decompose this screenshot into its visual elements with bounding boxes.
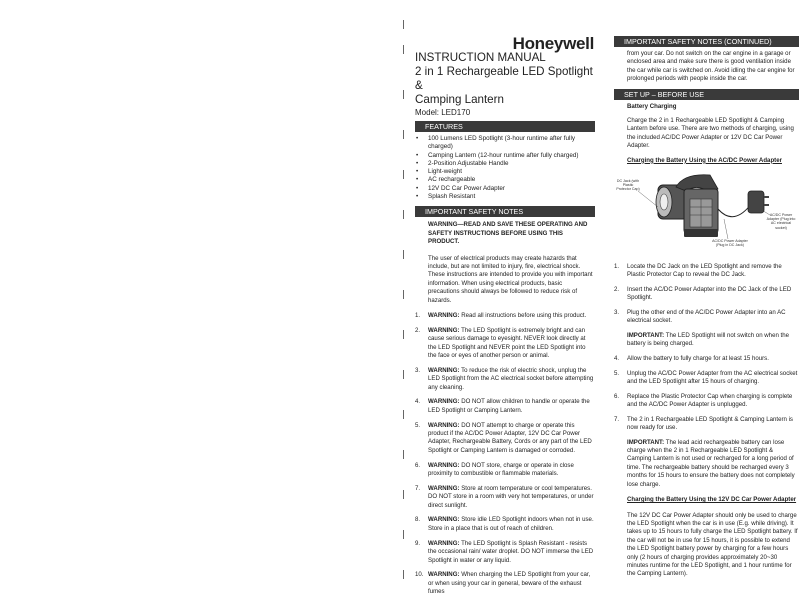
safety-item xyxy=(415,422,595,456)
important-text: The LED Spotlight will not switch on when the battery is being charged. xyxy=(627,332,790,348)
charging-step xyxy=(614,263,799,280)
safety-item xyxy=(415,485,595,510)
warning-text: DO NOT attempt to charge or operate this product if the AC/DC Power Adapter, 12V DC Car Power Adapter, Rechargeable Battery, Cords or any part of the LED Spotlight or Camping Lantern is damaged or corroded. xyxy=(428,421,592,454)
step-text: The 2 in 1 Rechargeable LED Spotlight & Camping Lantern is now ready for use. xyxy=(627,415,793,432)
feature-item: • AC rechargeable xyxy=(415,176,595,184)
feature-item: • Splash Resistant xyxy=(415,193,595,201)
warning-label: WARNING: xyxy=(428,366,460,374)
warning-label: WARNING: xyxy=(428,398,460,406)
safety-warning-intro: WARNING—READ AND SAVE THESE OPERATING AND SAFETY INSTRUCTIONS BEFORE USING THIS PRODUCT. xyxy=(428,221,588,246)
car-charging-text: The 12V DC Car Power Adapter should only be used to charge the LED Spotlight when the car is in use (E.g. while driving). It takes up to 15 hours to fully charge the LED Spotlight battery. If the car will not be in use for 15 hours, it is possible to extend the LED Spotlight battery power by charging for a few hours only (2 hours of charging provides approximately 20~30 minutes runtime for the LED Spotlight, and 1 hour runtime for the Camping Lantern). xyxy=(627,511,798,578)
warning-text: To reduce the risk of electric shock, unplug the LED Spotlight from the AC electrical socket before attempting any cleaning. xyxy=(428,366,594,391)
step-number: 3. xyxy=(614,309,620,317)
manual-title xyxy=(415,51,595,107)
charging-step xyxy=(614,370,799,387)
setup-heading: SET UP – BEFORE USE xyxy=(614,89,799,100)
safety-item xyxy=(415,462,595,479)
feature-item: • Light-weight xyxy=(415,168,595,176)
adapter-plug-label: AC/DC Power Adapter (Plug in DC Jack) xyxy=(712,239,748,248)
charging-steps-list xyxy=(614,263,799,432)
step-text: Locate the DC Jack on the LED Spotlight and remove the Plastic Protector Cap to reveal the DC Jack. xyxy=(627,263,782,279)
safety-item xyxy=(415,398,595,415)
margin-tick xyxy=(403,370,404,379)
charging-step xyxy=(614,309,799,326)
safety-item xyxy=(415,571,595,596)
margin-tick xyxy=(403,130,404,139)
charging-step xyxy=(614,286,799,303)
dc-jack-label: DC Jack (with Plastic Protector Cap) xyxy=(616,179,640,192)
item-number: 5. xyxy=(415,421,421,429)
step-text: Insert the AC/DC Power Adapter into the DC Jack of the LED Spotlight. xyxy=(627,286,792,302)
charging-step xyxy=(614,355,799,363)
warning-label: WARNING: xyxy=(428,312,460,320)
item-number: 1. xyxy=(415,312,421,320)
item-number: 4. xyxy=(415,398,421,406)
warning-label: WARNING: xyxy=(428,484,460,492)
ac-charging-heading: Charging the Battery Using the AC/DC Power Adapter xyxy=(627,156,782,164)
safety-list xyxy=(415,312,595,596)
car-charging-heading: Charging the Battery Using the 12V DC Car Power Adapter xyxy=(627,496,797,504)
features-heading: FEATURES xyxy=(415,121,595,132)
warning-label: WARNING: xyxy=(428,571,460,579)
item-number: 2. xyxy=(415,326,421,334)
item-number: 3. xyxy=(415,366,421,374)
margin-tick xyxy=(403,170,404,179)
margin-tick xyxy=(403,410,404,419)
charging-step xyxy=(614,416,799,433)
warning-text: The LED Spotlight is extremely bright and can cause serious damage to eyesight. NEVER look directly at the LED Spotlight and NEVER point the LED Spotlight into the face or eyes of another person or animal. xyxy=(428,326,586,360)
left-column xyxy=(415,36,595,603)
warning-label: WARNING: xyxy=(428,516,460,524)
margin-tick xyxy=(403,210,404,219)
charging-diagram xyxy=(614,169,799,257)
safety-item xyxy=(415,516,595,533)
margin-tick xyxy=(403,290,404,299)
title-line-2: 2 in 1 Rechargeable LED Spotlight & xyxy=(415,65,593,92)
warning-text: The LED Spotlight is Splash Resistant - resists the occasional rain/ water droplet. DO NOT immerse the LED Spotlight in water or any liquid. xyxy=(428,539,594,564)
item-number: 8. xyxy=(415,516,421,524)
warning-text: Read all instructions before using this product. xyxy=(461,312,587,320)
features-list xyxy=(415,135,595,201)
safety-cont-text: from your car. Do not switch on the car engine in a garage or enclosed area and make sure there is good ventilation inside the car while car is switched on. Avoid idling the car engine for prolonged periods with people inside the car. xyxy=(627,50,795,83)
brand-logo: Honeywell xyxy=(512,34,594,53)
margin-tick xyxy=(403,250,404,259)
safety-intro: The user of electrical products may create hazards that include, but are not limited to injury, fire, electrical shock. These instructions are intended to provide you with important information. When using electrical products, basic precautions should always be followed to reduce risk of hazards. xyxy=(428,254,593,304)
warning-label: WARNING: xyxy=(428,461,460,469)
warning-text: When charging the LED Spotlight from your car, or when using your car in general, beware of the exhaust fumes xyxy=(428,571,591,596)
margin-tick xyxy=(403,45,404,54)
safety-item xyxy=(415,540,595,565)
adapter-socket-label: AC/DC Power Adapter (Plug into AC electrical socket) xyxy=(766,213,796,230)
safety-heading: IMPORTANT SAFETY NOTES xyxy=(415,206,595,217)
feature-item: • Camping Lantern (12-hour runtime after fully charged) xyxy=(415,152,595,160)
safety-cont-heading: IMPORTANT SAFETY NOTES (CONTINUED) xyxy=(614,36,799,47)
item-number: 6. xyxy=(415,461,421,469)
safety-item xyxy=(415,327,595,361)
model-number: Model: LED170 xyxy=(415,108,471,117)
step-number: 5. xyxy=(614,369,620,377)
title-line-1: INSTRUCTION MANUAL xyxy=(415,51,546,64)
feature-item: • 2-Position Adjustable Handle xyxy=(415,160,595,168)
step-text: Allow the battery to fully charge for at least 15 hours. xyxy=(627,355,769,363)
item-number: 10. xyxy=(415,571,424,579)
step-text: Unplug the AC/DC Power Adapter from the AC electrical socket and the LED Spotlight after 15 hours of charging. xyxy=(627,369,798,386)
feature-item: • 12V DC Car Power Adapter xyxy=(415,185,595,193)
battery-charging-subheading: Battery Charging xyxy=(627,102,677,110)
margin-tick xyxy=(403,330,404,339)
important-text: The lead acid rechargeable battery can lose charge when the 2 in 1 Rechargeable LED Spotlight & Camping Lantern is not used or recharged for a long period of time. The rechargeable battery should be recharged every 3 months for 15 hours to ensure the battery does not completely lose charge. xyxy=(627,438,795,488)
safety-item xyxy=(415,367,595,392)
margin-tick xyxy=(403,20,404,29)
margin-tick xyxy=(403,530,404,539)
warning-text: Store idle LED Spotlight indoors when not in use. Store in a place that is out of reach of children. xyxy=(428,516,594,532)
step-text: Replace the Plastic Protector Cap when charging is complete and the AC/DC Power Adapter is unplugged. xyxy=(627,392,793,409)
warning-text: DO NOT allow children to handle or operate the LED Spotlight or Camping Lantern. xyxy=(428,398,590,414)
title-line-3: Camping Lantern xyxy=(415,93,504,106)
warning-text: Store at room temperature or cool temperatures. DO NOT store in a room with very hot temperatures, or under direct sunlight. xyxy=(428,484,594,509)
setup-intro: Charge the 2 in 1 Rechargeable LED Spotlight & Camping Lantern before use. There are two methods of charging, using the included AC/DC Power Adapter or 12V DC Car Power Adapter. xyxy=(627,117,794,150)
step-text: Plug the other end of the AC/DC Power Adapter into an AC electrical socket. xyxy=(627,309,786,325)
warning-text: DO NOT store, charge or operate in close proximity to combustible or flammable materials. xyxy=(428,461,574,478)
important-label: IMPORTANT: xyxy=(627,438,665,446)
item-number: 7. xyxy=(415,484,421,492)
important-label: IMPORTANT: xyxy=(627,332,665,340)
warning-label: WARNING: xyxy=(428,421,460,429)
step-number: 2. xyxy=(614,286,620,294)
margin-tick xyxy=(403,90,404,99)
right-column xyxy=(614,36,799,579)
warning-label: WARNING: xyxy=(428,326,460,334)
margin-tick xyxy=(403,450,404,459)
margin-tick xyxy=(403,570,404,579)
important-note-2 xyxy=(614,439,799,489)
warning-label: WARNING: xyxy=(428,539,460,547)
charging-step xyxy=(614,393,799,410)
step-number: 4. xyxy=(614,355,620,363)
margin-tick xyxy=(403,490,404,499)
item-number: 9. xyxy=(415,539,421,547)
step-number: 1. xyxy=(614,263,620,271)
step-number: 6. xyxy=(614,392,620,400)
safety-item xyxy=(415,312,595,320)
step-number: 7. xyxy=(614,415,620,423)
feature-item: • 100 Lumens LED Spotlight (3-hour runtime after fully charged) xyxy=(415,135,595,152)
important-note-1 xyxy=(614,332,799,349)
